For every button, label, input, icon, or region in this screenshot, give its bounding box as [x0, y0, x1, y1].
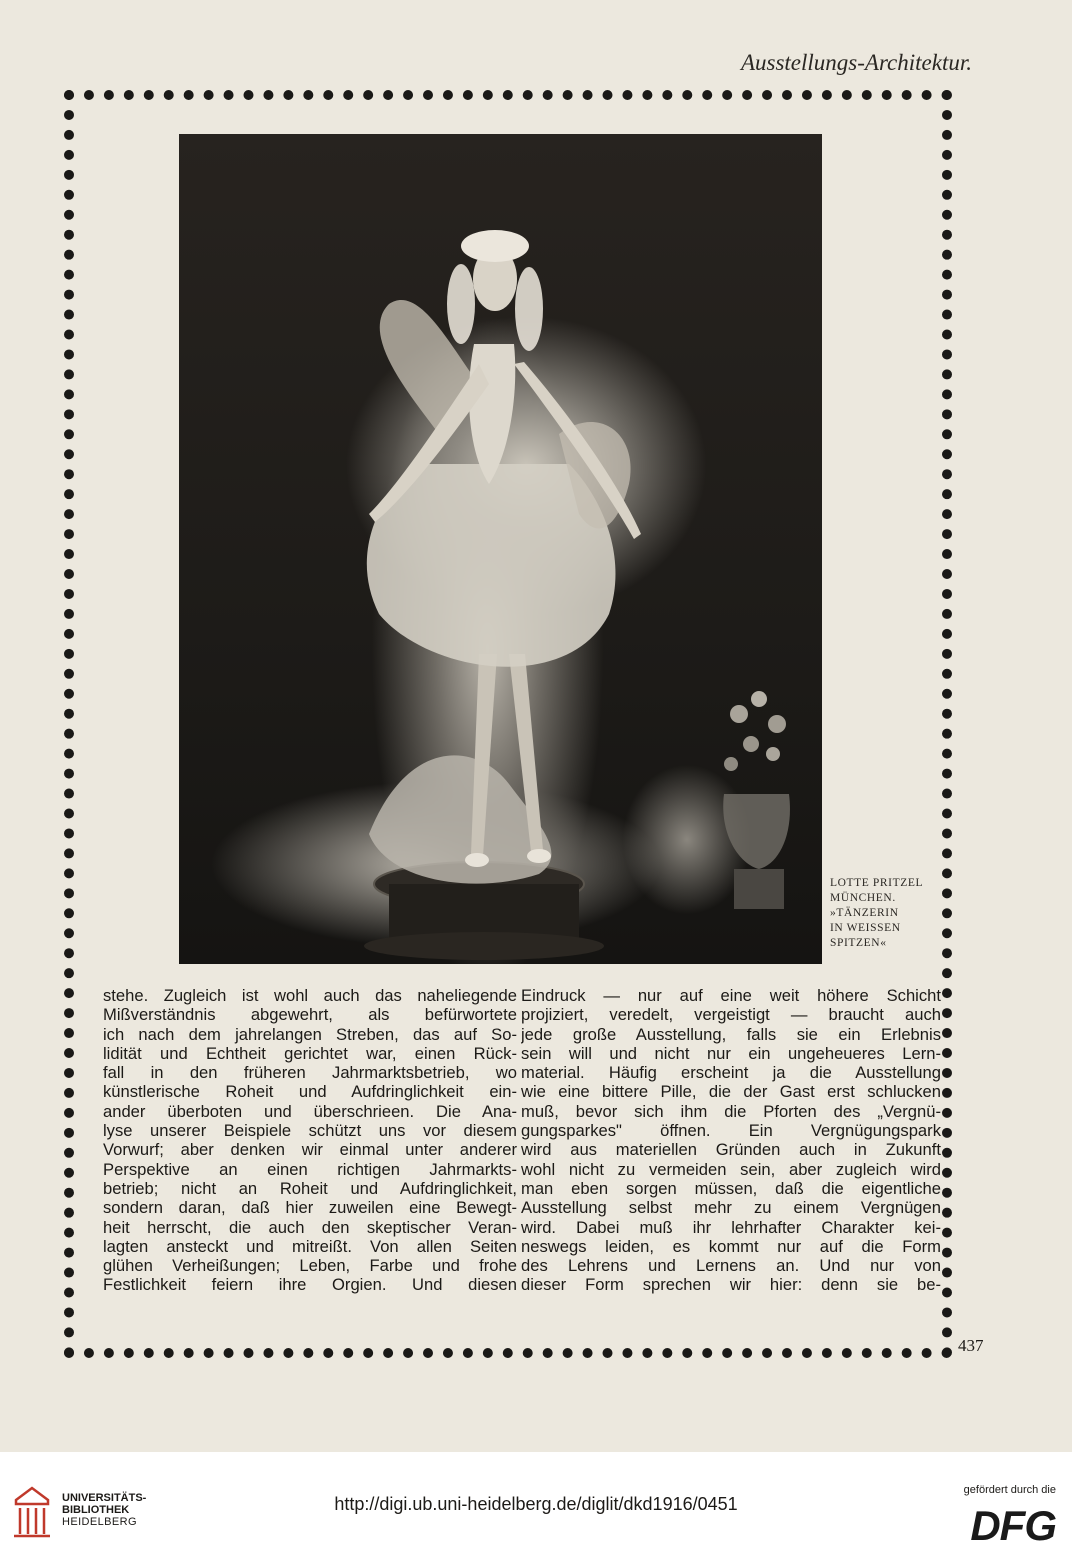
text-line: gungsparkes" öffnen. Ein Vergnügungspark	[521, 1121, 941, 1141]
library-name-line: BIBLIOTHEK	[62, 1504, 130, 1516]
text-line: ander überboten und überschrieen. Die Ana-	[103, 1101, 517, 1121]
text-line: sein will und nicht nur ein ungeheueres Lern-	[521, 1043, 941, 1063]
text-line: projiziert, veredelt, vergeistigt — braucht auch	[521, 1005, 941, 1025]
text-line: heit herrscht, die auch den skeptischer Veran-	[103, 1217, 517, 1237]
funding-note: gefördert durch die	[963, 1484, 1056, 1496]
library-name-line: UNIVERSITÄTS-	[62, 1492, 147, 1504]
text-line: ich nach dem jahrelangen Streben, das auf So-	[103, 1024, 517, 1044]
text-line: material. Häufig erscheint ja die Ausstellung	[521, 1063, 941, 1083]
text-line: lagten ansteckt und mitreißt. Von allen Seiten	[103, 1236, 517, 1256]
text-line: Ausstellung selbst mehr zu einem Vergnügen	[521, 1198, 941, 1218]
text-line: sondern daran, daß hier zuweilen eine Bewegt-	[103, 1198, 517, 1218]
text-line: Perspektive an einen richtigen Jahrmarkts-	[103, 1159, 517, 1179]
doll-figure-illustration	[179, 134, 822, 964]
page-number: 437	[958, 1336, 984, 1355]
caption-line: MÜNCHEN.	[830, 892, 896, 904]
figure-caption	[830, 876, 942, 951]
text-line: des Lehrens und Lernens an. Und nur von	[521, 1256, 941, 1276]
text-line: Vorwurf; aber denken wir einmal unter anderer	[103, 1140, 517, 1160]
text-line: Festlichkeit feiern ihre Orgien. Und diesen	[103, 1275, 517, 1295]
text-line: Mißverständnis abgewehrt, als befürwortete	[103, 1005, 517, 1025]
doll-photograph	[179, 134, 822, 964]
text-line: Eindruck — nur auf eine weit höhere Schicht	[521, 986, 941, 1005]
caption-line: LOTTE PRITZEL	[830, 877, 924, 889]
text-line: lyse unserer Beispiele schützt uns vor diesem	[103, 1121, 517, 1141]
text-line: wie eine bittere Pille, die der Gast erst schlucken	[521, 1082, 941, 1102]
text-line: dieser Form sprechen wir hier: denn sie be-	[521, 1275, 941, 1295]
permalink-url[interactable]: http://digi.ub.uni-heidelberg.de/diglit/dkd1916/0451	[334, 1494, 738, 1514]
text-line: muß, bevor sich ihm die Pforten des „Vergnü-	[521, 1101, 941, 1121]
text-line: wohl nicht zu vermeiden sein, aber zugleich wird	[521, 1159, 941, 1179]
library-name-line: HEIDELBERG	[62, 1516, 137, 1528]
text-line: wird. Dabei muß ihr lehrhafter Charakter kei-	[521, 1217, 941, 1237]
text-line: fall in den früheren Jahrmarktsbetrieb, wo	[103, 1063, 517, 1083]
text-line: man eben sorgen müssen, daß die eigentliche	[521, 1178, 941, 1198]
text-line: betrieb; nicht an Roheit und Aufdringlichkeit,	[103, 1178, 517, 1198]
caption-line: »TÄNZERIN	[830, 907, 899, 919]
body-text-right-column	[521, 986, 941, 1295]
text-line: künstlerische Roheit und Aufdringlichkeit ein-	[103, 1082, 517, 1102]
text-line: wird aus materiellen Gründen auch in Zukunft	[521, 1140, 941, 1160]
text-line: neswegs leiden, es kommt nur auf die Form	[521, 1236, 941, 1256]
caption-line: SPITZEN«	[830, 937, 887, 949]
text-line: stehe. Zugleich ist wohl auch das naheliegende	[103, 986, 517, 1005]
text-line: glühen Verheißungen; Leben, Farbe und frohe	[103, 1256, 517, 1276]
caption-line: IN WEISSEN	[830, 922, 901, 934]
text-line: lidität und Echtheit gerichtet war, einen Rück-	[103, 1043, 517, 1063]
digitization-footer	[0, 1452, 1072, 1550]
body-text-left-column	[103, 986, 517, 1295]
dfg-logo: DFG	[970, 1502, 1056, 1549]
text-line: jede große Ausstellung, falls sie ein Erlebnis	[521, 1024, 941, 1044]
running-title: Ausstellungs-Architektur.	[740, 50, 972, 75]
